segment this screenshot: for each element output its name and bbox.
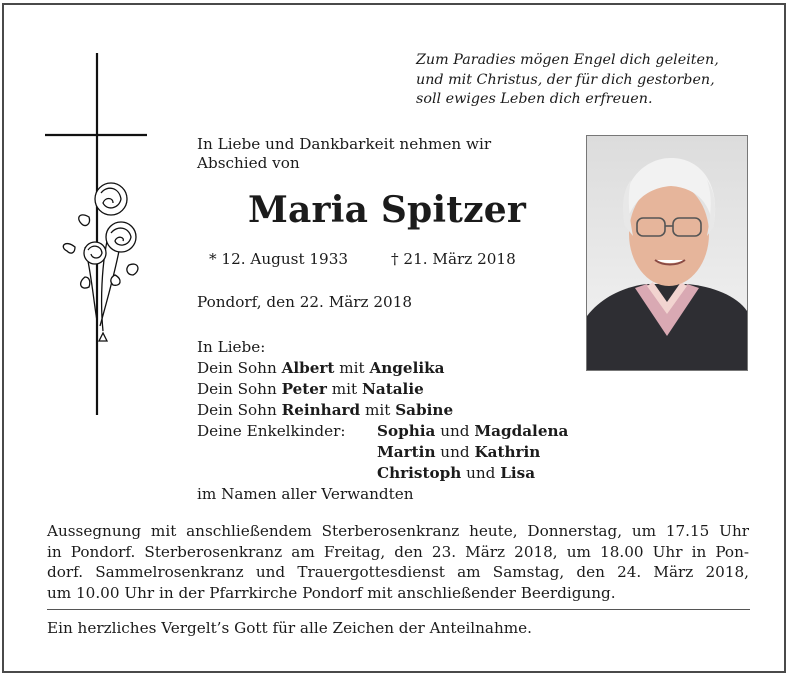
verse-line: und mit Christus, der für dich gestorben, <box>416 71 715 88</box>
mourner-name: Kathrin <box>474 443 541 461</box>
mourner-row <box>197 358 597 379</box>
mourner-name: Christoph <box>377 464 462 482</box>
deceased-name: Maria Spitzer <box>247 189 527 231</box>
mourners-list <box>197 337 597 505</box>
service-line: Aussegnung mit anschließendem Sterberosenkranz heute, Donnerstag, um 17.15 Uhr <box>47 522 749 540</box>
intro-text <box>197 135 557 173</box>
mourner-name: Peter <box>281 380 327 398</box>
relation-text: Dein Sohn <box>197 359 282 377</box>
service-line: in Pondorf. Sterberosenkranz am Freitag, den 23. März 2018, um 18.00 Uhr in Pon- <box>47 542 749 561</box>
mourner-name: Natalie <box>361 380 424 398</box>
grandchildren-row <box>197 463 597 484</box>
mourner-row <box>197 379 597 400</box>
mourner-name: Sabine <box>395 401 454 419</box>
verse-line: soll ewiges Leben dich erfreuen. <box>416 91 653 107</box>
in-love-label: In Liebe: <box>197 338 266 356</box>
relation-text: Dein Sohn <box>197 401 282 419</box>
mourner-name: Albert <box>281 359 335 377</box>
conjunction-text: und <box>461 464 501 482</box>
mourner-row <box>197 400 597 421</box>
portrait-image <box>587 136 747 370</box>
conjunction-text: mit <box>360 401 396 419</box>
intro-line: Abschied von <box>197 154 300 172</box>
conjunction-text: und <box>435 443 475 461</box>
mourner-name: Angelika <box>369 359 445 377</box>
birth-date: * 12. August 1933 <box>209 250 349 268</box>
grandchildren-row <box>197 442 597 463</box>
divider <box>47 609 750 610</box>
conjunction-text: mit <box>326 380 362 398</box>
verse <box>416 51 766 110</box>
service-line: um 10.00 Uhr in der Pfarrkirche Pondorf mit anschließender Beerdigung. <box>47 583 616 602</box>
obituary-notice <box>2 3 786 673</box>
conjunction-text: mit <box>334 359 370 377</box>
portrait-photo <box>586 135 748 371</box>
death-date: † 21. März 2018 <box>391 250 516 268</box>
thanks-text: Ein herzliches Vergelt’s Gott für alle Zeichen der Anteilnahme. <box>47 619 532 637</box>
intro-line: In Liebe und Dankbarkeit nehmen wir <box>197 135 492 153</box>
mourner-name: Lisa <box>500 464 536 482</box>
mourner-name: Sophia <box>377 422 436 440</box>
relation-text: Dein Sohn <box>197 380 282 398</box>
grandchildren-label: Deine Enkelkinder: <box>197 422 346 440</box>
relatives-line: im Namen aller Verwandten <box>197 485 414 503</box>
cross-with-roses-icon <box>45 51 149 417</box>
mourner-name: Magdalena <box>474 422 569 440</box>
mourner-name: Reinhard <box>281 401 361 419</box>
mourner-name: Martin <box>377 443 436 461</box>
verse-line: Zum Paradies mögen Engel dich geleiten, <box>416 52 719 68</box>
conjunction-text: und <box>435 422 475 440</box>
grandchildren-row <box>197 421 597 442</box>
funeral-service-info <box>47 521 749 603</box>
life-dates <box>209 249 549 269</box>
service-line: dorf. Sammelrosenkranz und Trauergottesdienst am Samstag, den 24. März 2018, <box>47 563 749 581</box>
place-date: Pondorf, den 22. März 2018 <box>197 293 413 311</box>
